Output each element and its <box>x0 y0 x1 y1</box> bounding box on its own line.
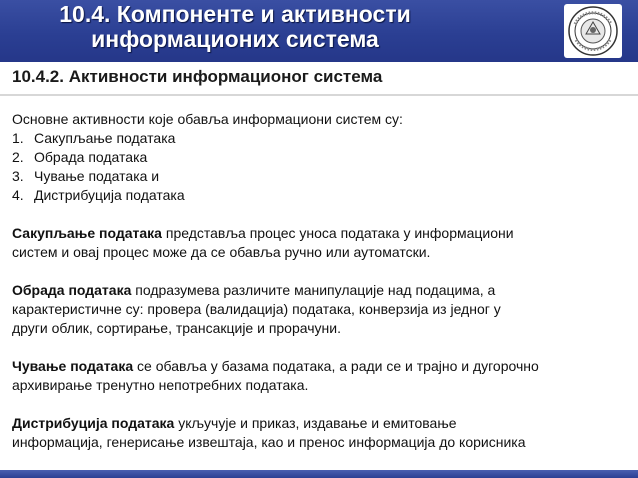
term-storage: Чување података <box>12 358 134 374</box>
list-number: 4. <box>12 187 24 203</box>
paragraph-processing <box>12 281 632 300</box>
section-subtitle: 10.4.2. Активности информационог система <box>12 67 383 86</box>
faculty-seal-icon <box>564 4 622 58</box>
term-processing: Обрада података <box>12 282 132 298</box>
list-text: Чување података и <box>34 168 160 184</box>
term-collection: Сакупљање података <box>12 225 162 241</box>
list-number: 2. <box>12 149 24 165</box>
activity-list <box>12 129 632 205</box>
footer-bar <box>0 470 638 478</box>
list-item <box>12 148 632 167</box>
slide-content <box>12 110 632 452</box>
paragraph-text: укључује и приказ, издавање и емитовање <box>174 415 457 431</box>
paragraph-distribution <box>12 414 632 433</box>
list-text: Обрада података <box>34 149 148 165</box>
list-item <box>12 167 632 186</box>
slide-title-line2: информационих система <box>91 26 379 52</box>
paragraph-line: други облик, сортирање, трансакције и прорачуни. <box>12 320 341 336</box>
paragraph-text: представља процес уноса података у информациони <box>161 225 514 241</box>
intro-text: Основне активности које обавља информациони систем су: <box>12 111 403 127</box>
list-text: Сакупљање података <box>34 130 176 146</box>
list-text: Дистрибуција података <box>34 187 185 203</box>
list-item <box>12 129 632 148</box>
list-number: 3. <box>12 168 24 184</box>
slide-title <box>0 2 470 52</box>
paragraph-line: архивирање тренутно непотребних података. <box>12 377 309 393</box>
paragraph-line: карактеристичне су: провера (валидација) података, конверзија из једног у <box>12 301 501 317</box>
list-number: 1. <box>12 130 24 146</box>
divider <box>0 94 638 96</box>
paragraph-line: информација, генерисање извештаја, као и пренос информација до корисника <box>12 434 526 450</box>
paragraph-line: систем и овај процес може да се обавља ручно или аутоматски. <box>12 244 431 260</box>
paragraph-storage <box>12 357 632 376</box>
paragraph-text: се обавља у базама података, а ради се и трајно и дугорочно <box>133 358 539 374</box>
slide-title-line1: 10.4. Компоненте и активности <box>59 1 411 27</box>
term-distribution: Дистрибуција података <box>12 415 175 431</box>
paragraph-collection <box>12 224 632 243</box>
header-bar <box>0 0 638 62</box>
list-item <box>12 186 632 205</box>
paragraph-text: подразумева различите манипулације над подацима, а <box>131 282 496 298</box>
